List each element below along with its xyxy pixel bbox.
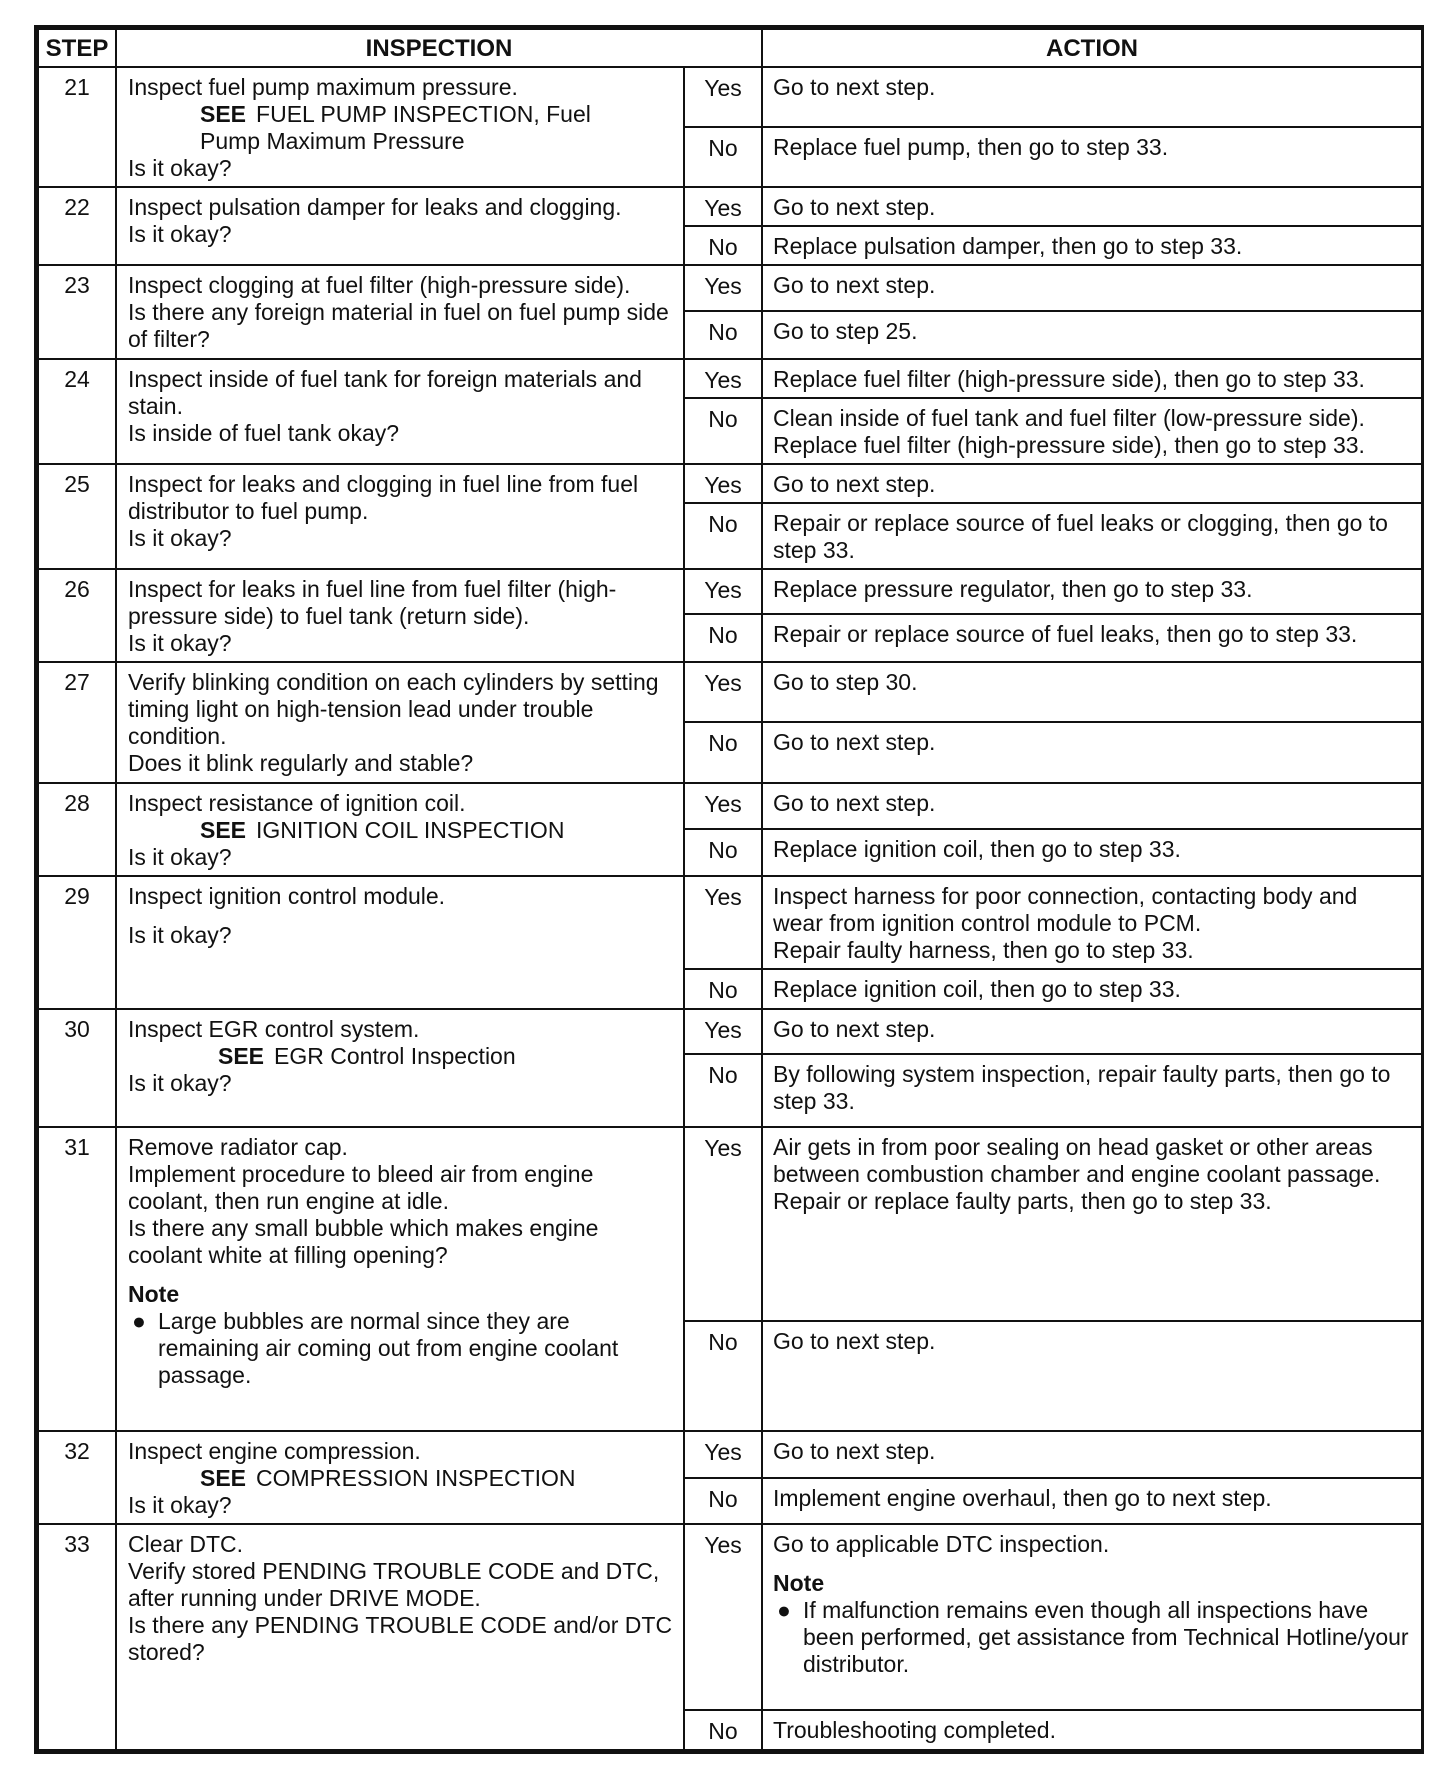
no-action: Repair or replace source of fuel leaks or clogging, then go to step 33. [762,503,1422,569]
see-reference [128,101,675,128]
no-label: No [684,1054,762,1127]
inspection-question: Is it okay? [128,221,232,248]
troubleshooting-table [37,28,1423,1751]
step-number: 28 [38,783,116,876]
action-text: Repair faulty harness, then go to step 33. [773,936,1194,963]
see-reference [128,1043,675,1070]
inspection-text: Verify blinking condition on each cylinders by setting timing light on high-tension lead under trouble condition. [128,669,659,750]
inspection-text: Inspect resistance of ignition coil. [128,789,466,816]
step-number: 23 [38,265,116,358]
step-number: 25 [38,464,116,569]
yes-label: Yes [684,67,762,127]
no-action: Replace ignition coil, then go to step 33. [762,829,1422,876]
see-label: SEE [200,816,247,843]
yes-action: Go to next step. [762,67,1422,127]
table-row [38,876,1422,969]
inspection-cell [116,464,684,569]
yes-action [762,1127,1422,1320]
table-row [38,464,1422,503]
yes-action: Go to step 30. [762,662,1422,722]
yes-label: Yes [684,1524,762,1709]
see-text: IGNITION COIL INSPECTION [256,816,565,843]
inspection-text: Inspect EGR control system. [128,1016,420,1043]
note-item [773,1597,1413,1678]
no-action: Go to step 25. [762,311,1422,359]
yes-action: Go to next step. [762,187,1422,226]
yes-action: Go to next step. [762,783,1422,830]
no-action: Troubleshooting completed. [762,1710,1422,1750]
inspection-question: Is it okay? [128,155,232,181]
no-label: No [684,1478,762,1525]
step-number: 30 [38,1009,116,1127]
action-text: Go to applicable DTC inspection. [773,1531,1110,1558]
no-action [762,398,1422,464]
inspection-question: Is there any small bubble which makes engine coolant white at filling opening? [128,1215,599,1269]
no-action: Go to next step. [762,722,1422,782]
see-label: SEE [218,1043,265,1070]
no-action: Replace pulsation damper, then go to step 33. [762,226,1422,265]
no-label: No [684,614,762,662]
header-step: STEP [38,29,116,67]
yes-action: Go to next step. [762,464,1422,503]
inspection-text: Inspect pulsation damper for leaks and clogging. [128,194,622,221]
see-label: SEE [200,1465,247,1492]
table-row [38,1009,1422,1054]
no-action: Go to next step. [762,1321,1422,1431]
table-row [38,569,1422,614]
inspection-question: Is there any foreign material in fuel on fuel pump side of filter? [128,299,669,353]
yes-label: Yes [684,569,762,614]
header-inspection: INSPECTION [116,29,762,67]
inspection-question: Is it okay? [128,843,232,870]
inspection-question: Is it okay? [128,921,232,948]
inspection-cell [116,1009,684,1127]
inspection-cell [116,876,684,1009]
yes-action: Go to next step. [762,265,1422,310]
inspection-text: Remove radiator cap. [128,1134,348,1161]
no-label: No [684,722,762,782]
yes-label: Yes [684,359,762,398]
step-number: 32 [38,1431,116,1524]
table-row [38,67,1422,127]
header-action: ACTION [762,29,1422,67]
yes-label: Yes [684,187,762,226]
no-action: Implement engine overhaul, then go to next step. [762,1478,1422,1525]
see-reference [128,1465,675,1492]
step-number: 26 [38,569,116,662]
troubleshooting-document [34,25,1424,1754]
inspection-text: Inspect fuel pump maximum pressure. [128,74,518,100]
table-header-row [38,29,1422,67]
see-text: FUEL PUMP INSPECTION, Fuel [256,101,591,127]
spacer [128,910,675,922]
note-label: Note [773,1570,825,1597]
see-text: Pump Maximum Pressure [200,128,465,154]
no-label: No [684,398,762,464]
yes-label: Yes [684,876,762,969]
note-text: If malfunction remains even though all inspections have been performed, get assistance from Technical Hotline/your distributor. [803,1597,1409,1678]
inspection-text: Inspect clogging at fuel filter (high-pressure side). [128,272,631,299]
table-row [38,1524,1422,1709]
inspection-cell [116,662,684,782]
step-number: 33 [38,1524,116,1750]
inspection-question: Is it okay? [128,630,232,657]
inspection-text: Inspect for leaks in fuel line from fuel filter (high-pressure side) to fuel tank (return side). [128,576,617,630]
step-number: 31 [38,1127,116,1431]
note-item [128,1308,675,1389]
step-number: 29 [38,876,116,1009]
table-row [38,187,1422,226]
action-text: Clean inside of fuel tank and fuel filter (low-pressure side). [773,404,1365,431]
inspection-question: Does it blink regularly and stable? [128,750,474,777]
inspection-cell [116,359,684,464]
no-label: No [684,127,762,187]
inspection-question: Is it okay? [128,524,232,551]
step-number: 22 [38,187,116,265]
yes-label: Yes [684,783,762,830]
inspection-text: Inspect for leaks and clogging in fuel line from fuel distributor to fuel pump. [128,470,639,524]
inspection-question: Is it okay? [128,1492,232,1519]
inspection-text: Inspect engine compression. [128,1438,421,1465]
action-text: Inspect harness for poor connection, contacting body and wear from ignition control module to PCM. [773,882,1358,936]
inspection-cell [116,187,684,265]
no-label: No [684,1321,762,1431]
see-text: EGR Control Inspection [274,1043,516,1070]
inspection-text: Clear DTC. [128,1531,244,1558]
inspection-cell [116,1431,684,1524]
no-label: No [684,311,762,359]
step-number: 27 [38,662,116,782]
step-number: 21 [38,67,116,187]
table-row [38,265,1422,310]
yes-label: Yes [684,1127,762,1320]
table-row [38,1431,1422,1478]
see-label: SEE [200,101,247,127]
note-label: Note [128,1281,180,1308]
inspection-text: Inspect inside of fuel tank for foreign materials and stain. [128,365,642,419]
inspection-cell [116,265,684,358]
no-action: Replace ignition coil, then go to step 33. [762,969,1422,1009]
yes-action [762,876,1422,969]
yes-action: Go to next step. [762,1431,1422,1478]
yes-action [762,1524,1422,1709]
yes-action: Replace fuel filter (high-pressure side), then go to step 33. [762,359,1422,398]
no-label: No [684,226,762,265]
no-label: No [684,503,762,569]
bullet-icon: ● [132,1308,146,1335]
yes-action: Replace pressure regulator, then go to step 33. [762,569,1422,614]
inspection-cell [116,569,684,662]
see-text: COMPRESSION INSPECTION [256,1465,576,1492]
no-label: No [684,1710,762,1750]
see-reference-cont [128,128,675,155]
table-row [38,662,1422,722]
yes-label: Yes [684,1431,762,1478]
bullet-icon: ● [777,1597,791,1624]
no-action: By following system inspection, repair faulty parts, then go to step 33. [762,1054,1422,1127]
table-row [38,1127,1422,1320]
yes-label: Yes [684,662,762,722]
table-row [38,783,1422,830]
no-label: No [684,969,762,1009]
table-row [38,359,1422,398]
no-label: No [684,829,762,876]
no-action: Replace fuel pump, then go to step 33. [762,127,1422,187]
inspection-text: Inspect ignition control module. [128,882,446,909]
action-text: Replace fuel filter (high-pressure side), then go to step 33. [773,431,1365,458]
yes-label: Yes [684,265,762,310]
inspection-question: Is it okay? [128,1070,232,1097]
yes-action: Go to next step. [762,1009,1422,1054]
inspection-text: Implement procedure to bleed air from engine coolant, then run engine at idle. [128,1161,594,1215]
yes-label: Yes [684,1009,762,1054]
inspection-cell [116,1127,684,1431]
inspection-cell [116,67,684,187]
step-number: 24 [38,359,116,464]
see-reference [128,817,675,844]
note-text: Large bubbles are normal since they are remaining air coming out from engine coolant passage. [158,1308,619,1389]
inspection-cell [116,783,684,876]
inspection-question: Is inside of fuel tank okay? [128,419,400,446]
inspection-question: Is there any PENDING TROUBLE CODE and/or DTC stored? [128,1612,673,1666]
action-text: Air gets in from poor sealing on head gasket or other areas between combustion chamber and engine coolant passage. [773,1134,1381,1188]
action-text: Repair or replace faulty parts, then go to step 33. [773,1188,1272,1215]
inspection-text: Verify stored PENDING TROUBLE CODE and DTC, after running under DRIVE MODE. [128,1558,660,1612]
no-action: Repair or replace source of fuel leaks, then go to step 33. [762,614,1422,662]
yes-label: Yes [684,464,762,503]
inspection-cell [116,1524,684,1750]
